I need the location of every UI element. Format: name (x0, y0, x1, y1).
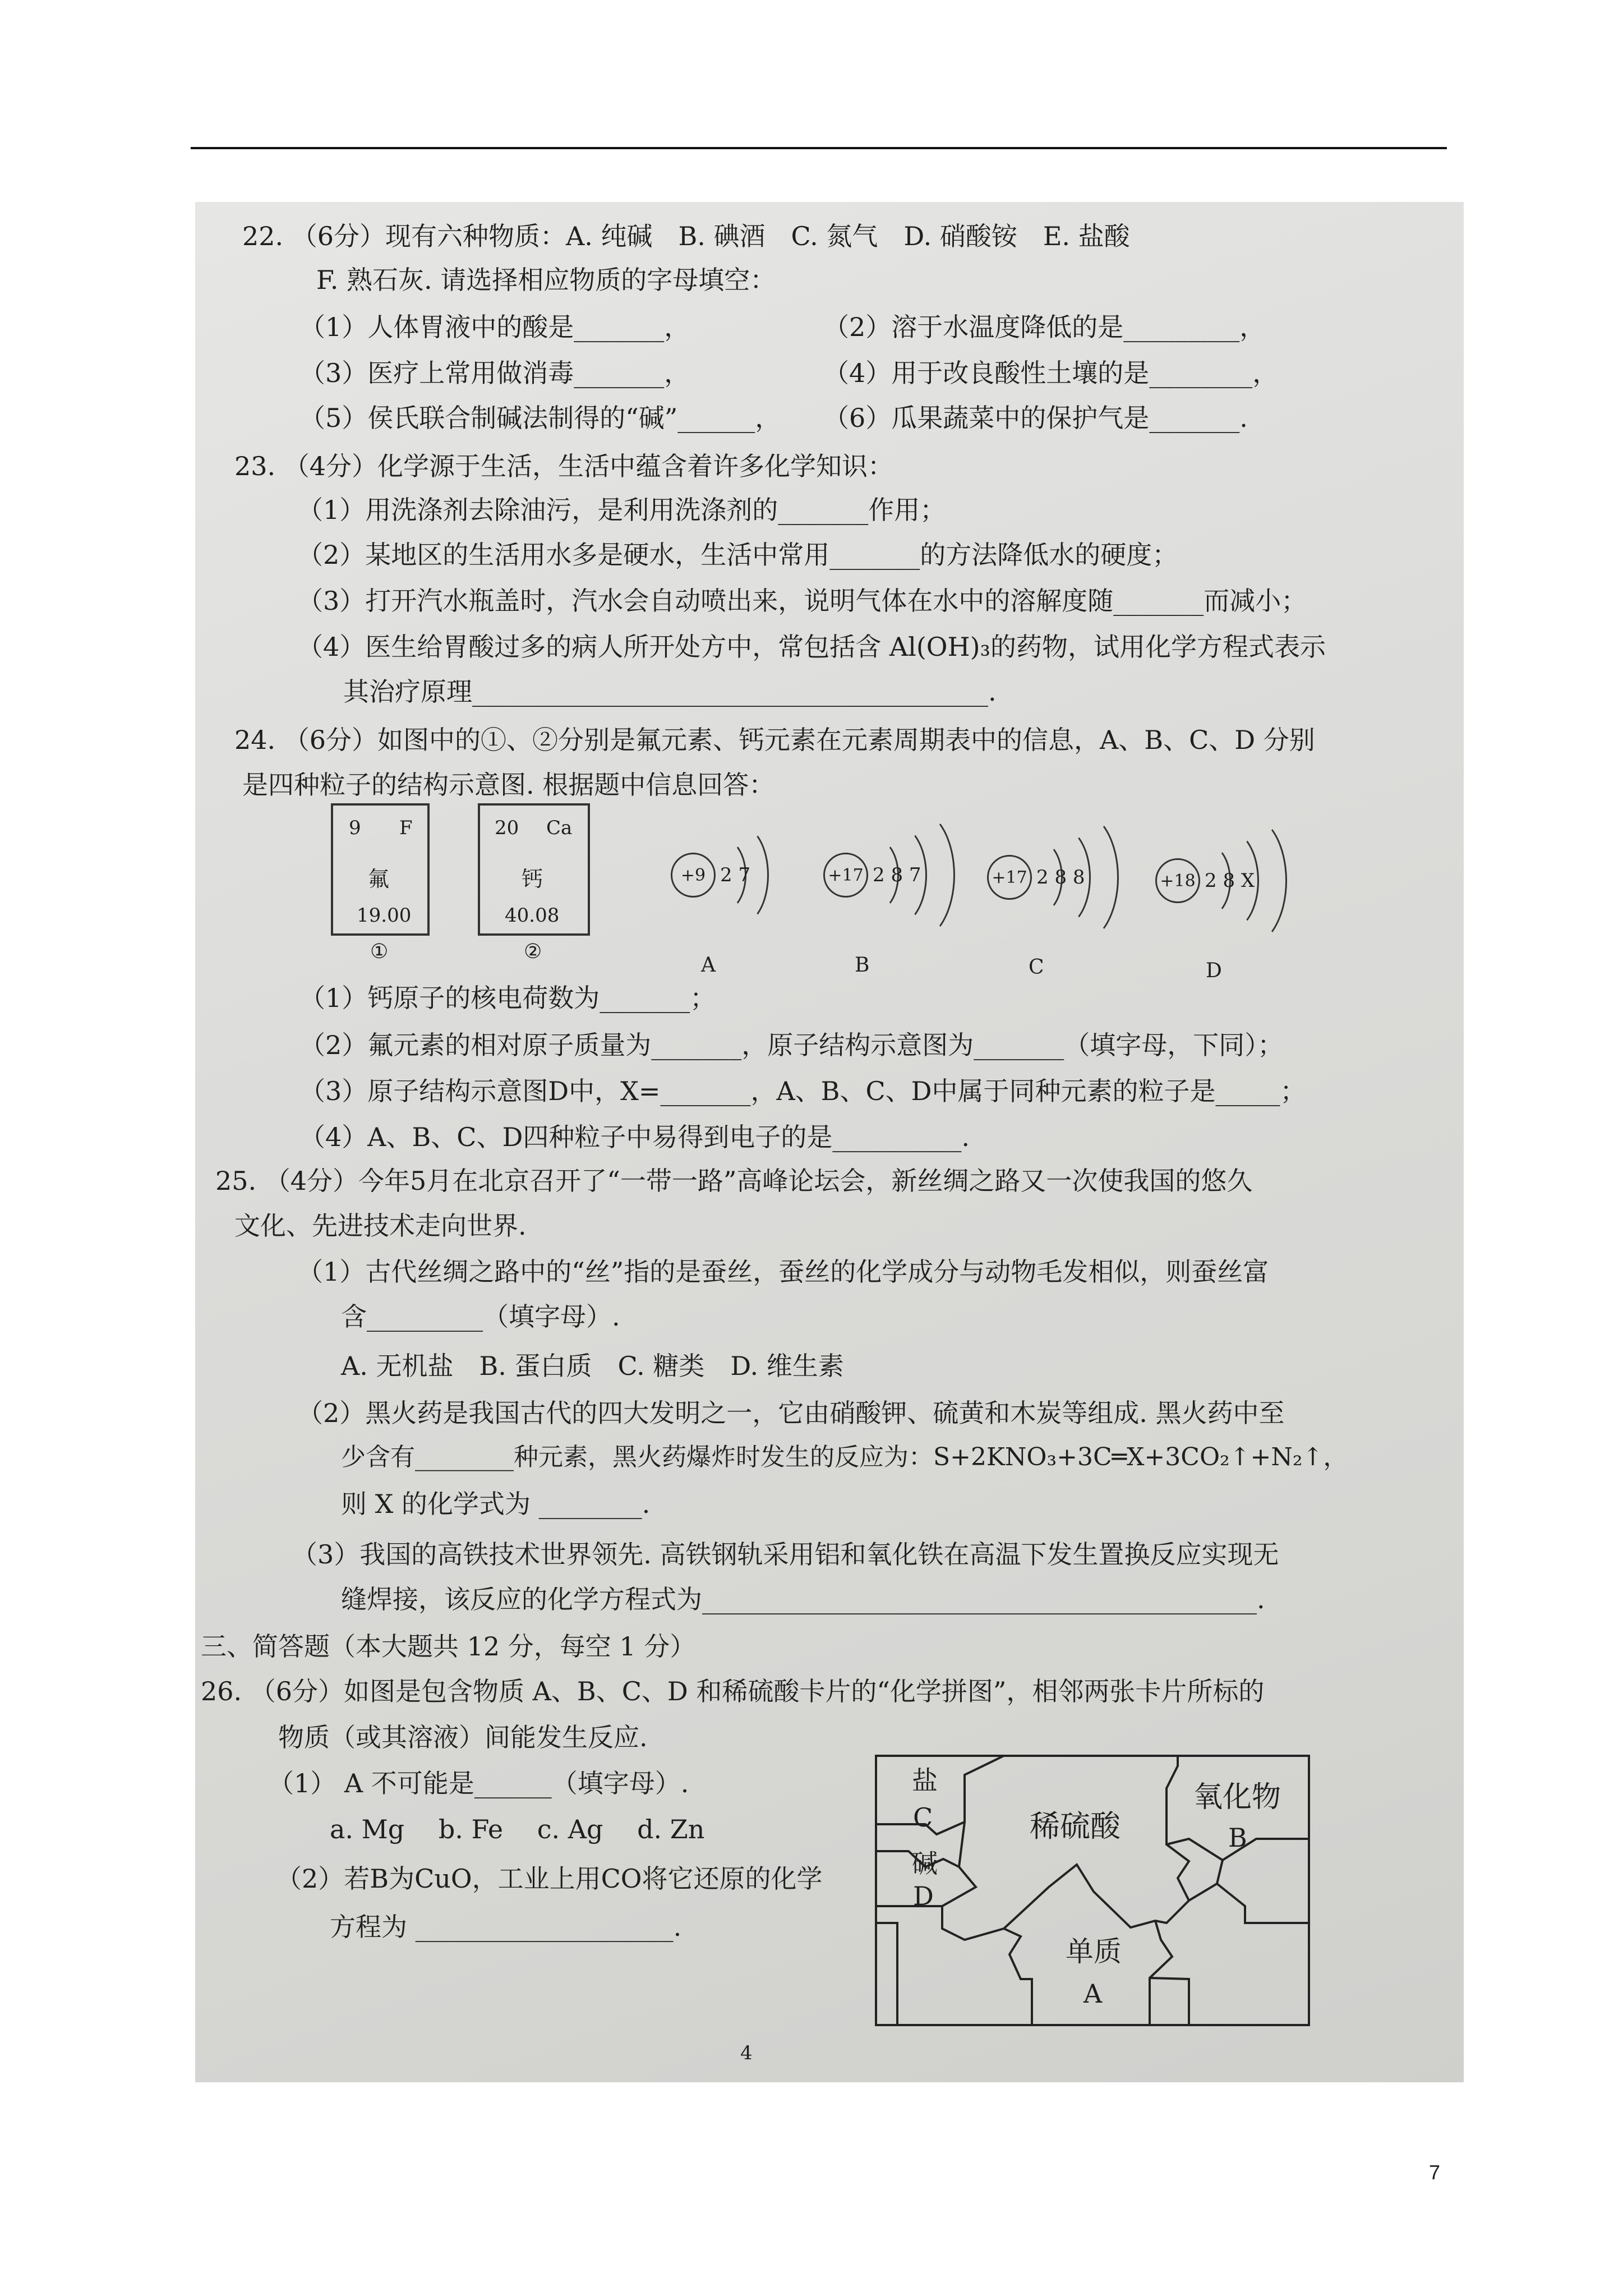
header-rule (191, 147, 1447, 149)
q26-line2: 物质（或其溶液）间能发生反应. (278, 1722, 648, 1752)
tile-label-2: ② (524, 940, 542, 963)
q22-item3: （3）医疗上常用做消毒_______， (299, 358, 690, 388)
q24-item4: （4）A、B、C、D四种粒子中易得到电子的是__________. (299, 1122, 970, 1152)
q24-item2: （2）氟元素的相对原子质量为_______，原子结构示意图为_______（填字母，下同）； (299, 1030, 1284, 1060)
q23-item1: （1）用洗涤剂去除油污，是利用洗涤剂的_______作用； (297, 495, 946, 525)
atomic-number: 9 (349, 817, 361, 839)
puzzle-d-label: D (913, 1881, 934, 1911)
q22-item6: （6）瓜果蔬菜中的保护气是_______. (823, 403, 1248, 433)
q22-item4: （4）用于改良酸性土壤的是________， (823, 358, 1279, 388)
q25-options: A. 无机盐 B. 蛋白质 C. 糖类 D. 维生素 (341, 1351, 844, 1381)
element-name: 氟 (368, 867, 390, 891)
q26-item2-cont: 方程为 ____________________. (330, 1912, 682, 1942)
page-number: 7 (1429, 2161, 1441, 2184)
atom-label-d: D (1206, 959, 1222, 982)
nucleus: +18 (1155, 858, 1200, 903)
periodic-tile-fluorine (331, 803, 430, 936)
atomic-number: 20 (495, 817, 519, 839)
q24-item1: （1）钙原子的核电荷数为_______； (299, 983, 716, 1013)
atom-label-b: B (855, 954, 870, 977)
q22-line2: F. 熟石灰. 请选择相应物质的字母填空： (316, 265, 776, 295)
q24-item3: （3）原子结构示意图D中，X=_______，A、B、C、D中属于同种元素的粒子是_____； (299, 1076, 1306, 1106)
q26-item2: （2）若B为CuO，工业上用CO将它还原的化学 (276, 1864, 823, 1894)
element-symbol: Ca (546, 817, 573, 839)
element-name: 钙 (522, 867, 543, 891)
q22-title: 22. （6分）现有六种物质：A. 纯碱 B. 碘酒 C. 氮气 D. 硝酸铵 E. 盐酸 (242, 221, 1130, 251)
q26-options: a. Mg b. Fe c. Ag d. Zn (330, 1814, 705, 1844)
q25-item1: （1）古代丝绸之路中的“丝”指的是蚕丝，蚕丝的化学成分与动物毛发相似，则蚕丝富 (297, 1257, 1269, 1287)
puzzle-a-label: A (1083, 1978, 1103, 2009)
q22-item2: （2）溶于水温度降低的是_________， (823, 312, 1266, 342)
q25-item2: （2）黑火药是我国古代的四大发明之一，它由硝酸钾、硫黄和木炭等组成. 黑火药中至 (297, 1398, 1285, 1428)
puzzle-salt-label: 盐 (912, 1765, 938, 1796)
q25-line2: 文化、先进技术走向世界. (234, 1211, 527, 1241)
electron-shells: 2 8 7 (873, 864, 921, 886)
q26-title: 26. （6分）如图是包含物质 A、B、C、D 和稀硫酸卡片的“化学拼图”，相邻两张卡片所标的 (201, 1676, 1265, 1706)
puzzle-element-label: 单质 (1066, 1935, 1122, 1968)
q25-item1-cont: 含_________（填字母）. (341, 1301, 620, 1332)
q25-item2-cont: 少含有________种元素，黑火药爆炸时发生的反应为：S+2KNO₃+3C═X+3CO₂↑+N₂↑， (341, 1443, 1348, 1471)
element-symbol: F (399, 817, 413, 839)
q23-item4: （4）医生给胃酸过多的病人所开处方中，常包括含 Al(OH)₃的药物，试用化学方程式表示 (297, 632, 1326, 662)
chemistry-puzzle (875, 1755, 1310, 2026)
puzzle-b-label: B (1228, 1823, 1247, 1853)
q23-title: 23. （4分）化学源于生活，生活中蕴含着许多化学知识： (234, 451, 894, 481)
nucleus: +9 (671, 853, 716, 898)
atom-label-a: A (701, 954, 716, 977)
periodic-tile-calcium (478, 803, 590, 936)
section-three-heading: 三、简答题（本大题共 12 分，每空 1 分） (201, 1631, 696, 1662)
puzzle-oxide-label: 氧化物 (1193, 1780, 1281, 1814)
q26-item1: （1） A 不可能是______（填字母）. (268, 1768, 689, 1798)
q25-item3-cont: 缝焊接，该反应的化学方程式为___________________________________________. (341, 1584, 1265, 1614)
q23-item2: （2）某地区的生活用水多是硬水，生活中常用_______的方法降低水的硬度； (297, 540, 1178, 570)
nucleus: +17 (823, 853, 868, 898)
electron-shells: 2 8 X (1205, 869, 1255, 892)
atomic-mass: 40.08 (505, 904, 560, 927)
nucleus: +17 (987, 855, 1032, 900)
q24-line2: 是四种粒子的结构示意图. 根据题中信息回答： (242, 770, 775, 800)
electron-shells: 2 8 8 (1036, 866, 1085, 889)
atom-label-c: C (1029, 956, 1044, 979)
inner-page-number: 4 (740, 2042, 753, 2064)
tile-label-1: ① (370, 940, 389, 963)
puzzle-c-label: C (913, 1802, 933, 1833)
atomic-mass: 19.00 (357, 904, 412, 927)
q22-item5: （5）侯氏联合制碱法制得的“碱”______， (299, 403, 781, 433)
puzzle-base-label: 碱 (912, 1848, 938, 1879)
q23-item3: （3）打开汽水瓶盖时，汽水会自动喷出来，说明气体在水中的溶解度随_______而减小； (297, 586, 1307, 616)
q25-item3: （3）我国的高铁技术世界领先. 高铁钢轨采用铝和氧化铁在高温下发生置换反应实现无 (292, 1539, 1279, 1570)
q24-title: 24. （6分）如图中的①、②分别是氟元素、钙元素在元素周期表中的信息，A、B、C、D 分别 (234, 725, 1315, 755)
puzzle-acid-label: 稀硫酸 (1030, 1809, 1121, 1844)
q22-item1: （1）人体胃液中的酸是_______， (299, 312, 690, 342)
electron-shells: 2 7 (720, 864, 751, 886)
q25-item2-cont2: 则 X 的化学式为 ________. (341, 1489, 651, 1519)
q25-title: 25. （4分）今年5月在北京召开了“一带一路”高峰论坛会，新丝绸之路又一次使我国的悠久 (215, 1166, 1253, 1196)
q23-item4-cont: 其治疗原理________________________________________. (343, 677, 997, 707)
